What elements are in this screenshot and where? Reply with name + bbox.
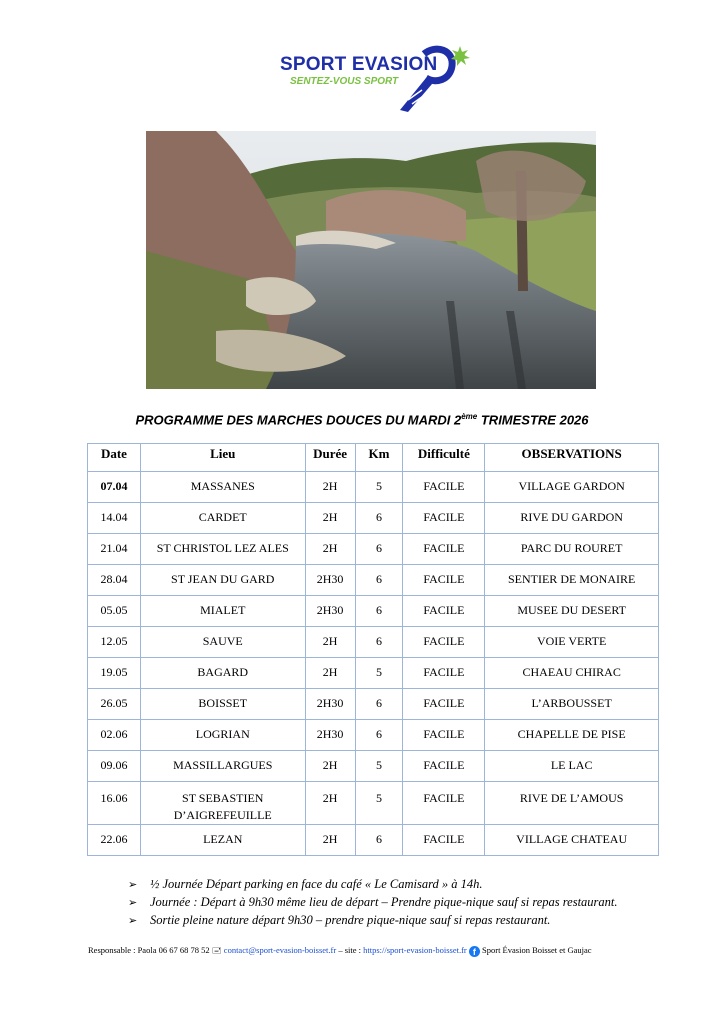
cell-observations: VILLAGE CHATEAU (485, 825, 659, 856)
cell-observations: VILLAGE GARDON (485, 472, 659, 503)
list-item (128, 912, 618, 930)
cell-lieu: MASSILLARGUES (140, 751, 305, 782)
logo-title: SPORT EVASION (280, 54, 438, 75)
cell-lieu: LOGRIAN (140, 720, 305, 751)
cell-lieu: SAUVE (140, 627, 305, 658)
cell-observations: RIVE DU GARDON (485, 503, 659, 534)
cell-observations: RIVE DE L’AMOUS (485, 782, 659, 825)
cell-observations: CHAPELLE DE PISE (485, 720, 659, 751)
cell-difficulte: FACILE (403, 534, 485, 565)
cell-date: 21.04 (88, 534, 141, 565)
table-row (88, 782, 659, 825)
cell-duree: 2H30 (305, 565, 355, 596)
cell-duree: 2H30 (305, 720, 355, 751)
table-row (88, 825, 659, 856)
cell-date: 19.05 (88, 658, 141, 689)
cell-date: 09.06 (88, 751, 141, 782)
cell-date: 26.05 (88, 689, 141, 720)
table-row (88, 503, 659, 534)
cell-lieu: BOISSET (140, 689, 305, 720)
cell-duree: 2H (305, 825, 355, 856)
header-date: Date (88, 444, 141, 472)
cell-duree: 2H30 (305, 596, 355, 627)
cell-km: 5 (355, 658, 403, 689)
arrow-bullet-icon: ➢ (128, 897, 138, 909)
cell-km: 6 (355, 534, 403, 565)
footer-responsable: Responsable : Paola 06 67 68 78 52 (88, 945, 210, 955)
title-text: PROGRAMME DES MARCHES DOUCES DU MARDI 2 (135, 412, 462, 428)
table-row (88, 751, 659, 782)
cell-observations: LE LAC (485, 751, 659, 782)
program-title (0, 412, 724, 427)
table-row (88, 596, 659, 627)
cell-km: 6 (355, 720, 403, 751)
cell-date: 14.04 (88, 503, 141, 534)
cell-km: 5 (355, 751, 403, 782)
footer (88, 945, 592, 959)
arrow-bullet-icon: ➢ (128, 879, 138, 891)
cell-km: 6 (355, 565, 403, 596)
header-observations: OBSERVATIONS (485, 444, 659, 472)
cell-difficulte: FACILE (403, 751, 485, 782)
header-km: Km (355, 444, 403, 472)
cell-date: 22.06 (88, 825, 141, 856)
cell-km: 6 (355, 596, 403, 627)
cell-duree: 2H (305, 782, 355, 825)
cell-km: 6 (355, 503, 403, 534)
cell-km: 6 (355, 627, 403, 658)
table-row (88, 627, 659, 658)
email-icon: 🖃 (211, 945, 222, 955)
cell-date: 28.04 (88, 565, 141, 596)
cell-km: 5 (355, 472, 403, 503)
cell-observations: L’ARBOUSSET (485, 689, 659, 720)
cell-duree: 2H (305, 534, 355, 565)
cell-lieu-line2: D’AIGREFEUILLE (173, 808, 272, 822)
cell-km: 6 (355, 689, 403, 720)
cell-difficulte: FACILE (403, 472, 485, 503)
cell-duree: 2H (305, 503, 355, 534)
cell-observations: MUSEE DU DESERT (485, 596, 659, 627)
table-row (88, 565, 659, 596)
table-row (88, 689, 659, 720)
footer-site-link[interactable]: https://sport-evasion-boisset.fr (363, 945, 467, 955)
sport-evasion-logo (276, 40, 476, 114)
cell-difficulte: FACILE (403, 596, 485, 627)
cell-date: 07.04 (88, 472, 141, 503)
header-difficulte: Difficulté (403, 444, 485, 472)
cell-lieu-line1: ST SEBASTIEN (182, 791, 264, 805)
table-row (88, 720, 659, 751)
cell-date: 05.05 (88, 596, 141, 627)
cell-observations: PARC DU ROURET (485, 534, 659, 565)
note-text: Journée : Départ à 9h30 même lieu de départ – Prendre pique-nique sauf si repas restaurant. (150, 895, 618, 909)
note-text: Sortie pleine nature départ 9h30 – prendre pique-nique sauf si repas restaurant. (150, 913, 551, 927)
title-superscript: ème (461, 412, 478, 421)
cell-difficulte: FACILE (403, 503, 485, 534)
footer-site-label: – site : (338, 945, 361, 955)
cell-lieu: MASSANES (140, 472, 305, 503)
list-item (128, 894, 618, 912)
cell-difficulte: FACILE (403, 565, 485, 596)
cell-duree: 2H (305, 627, 355, 658)
cell-lieu (140, 782, 305, 825)
notes-list (128, 876, 618, 930)
list-item (128, 876, 618, 894)
table-row (88, 534, 659, 565)
cell-date: 02.06 (88, 720, 141, 751)
cell-observations: VOIE VERTE (485, 627, 659, 658)
header-duree: Durée (305, 444, 355, 472)
arrow-bullet-icon: ➢ (128, 915, 138, 927)
cell-lieu: CARDET (140, 503, 305, 534)
note-text: ½ Journée Départ parking en face du café « Le Camisard » à 14h. (150, 877, 483, 891)
cell-lieu: MIALET (140, 596, 305, 627)
cell-lieu: LEZAN (140, 825, 305, 856)
cell-duree: 2H (305, 658, 355, 689)
cell-lieu: ST CHRISTOL LEZ ALES (140, 534, 305, 565)
table-row (88, 658, 659, 689)
header-lieu: Lieu (140, 444, 305, 472)
cell-lieu: ST JEAN DU GARD (140, 565, 305, 596)
footer-email-link[interactable]: contact@sport-evasion-boisset.fr (223, 945, 337, 955)
facebook-icon[interactable]: f (469, 946, 480, 957)
cell-km: 5 (355, 782, 403, 825)
title-end: TRIMESTRE 2026 (477, 412, 589, 428)
cell-duree: 2H (305, 472, 355, 503)
table-row (88, 472, 659, 503)
cell-difficulte: FACILE (403, 825, 485, 856)
table-header-row (88, 444, 659, 472)
cell-duree: 2H30 (305, 689, 355, 720)
walks-schedule-table (87, 443, 659, 856)
cell-date: 12.05 (88, 627, 141, 658)
cell-difficulte: FACILE (403, 689, 485, 720)
cell-observations: CHAEAU CHIRAC (485, 658, 659, 689)
footer-facebook-name: Sport Évasion Boisset et Gaujac (482, 945, 592, 955)
cell-difficulte: FACILE (403, 782, 485, 825)
cell-observations: SENTIER DE MONAIRE (485, 565, 659, 596)
river-landscape-photo (146, 131, 596, 389)
cell-difficulte: FACILE (403, 720, 485, 751)
cell-date: 16.06 (88, 782, 141, 825)
cell-difficulte: FACILE (403, 627, 485, 658)
cell-duree: 2H (305, 751, 355, 782)
logo-tagline: SENTEZ-VOUS SPORT (290, 76, 399, 87)
cell-lieu: BAGARD (140, 658, 305, 689)
cell-difficulte: FACILE (403, 658, 485, 689)
cell-km: 6 (355, 825, 403, 856)
